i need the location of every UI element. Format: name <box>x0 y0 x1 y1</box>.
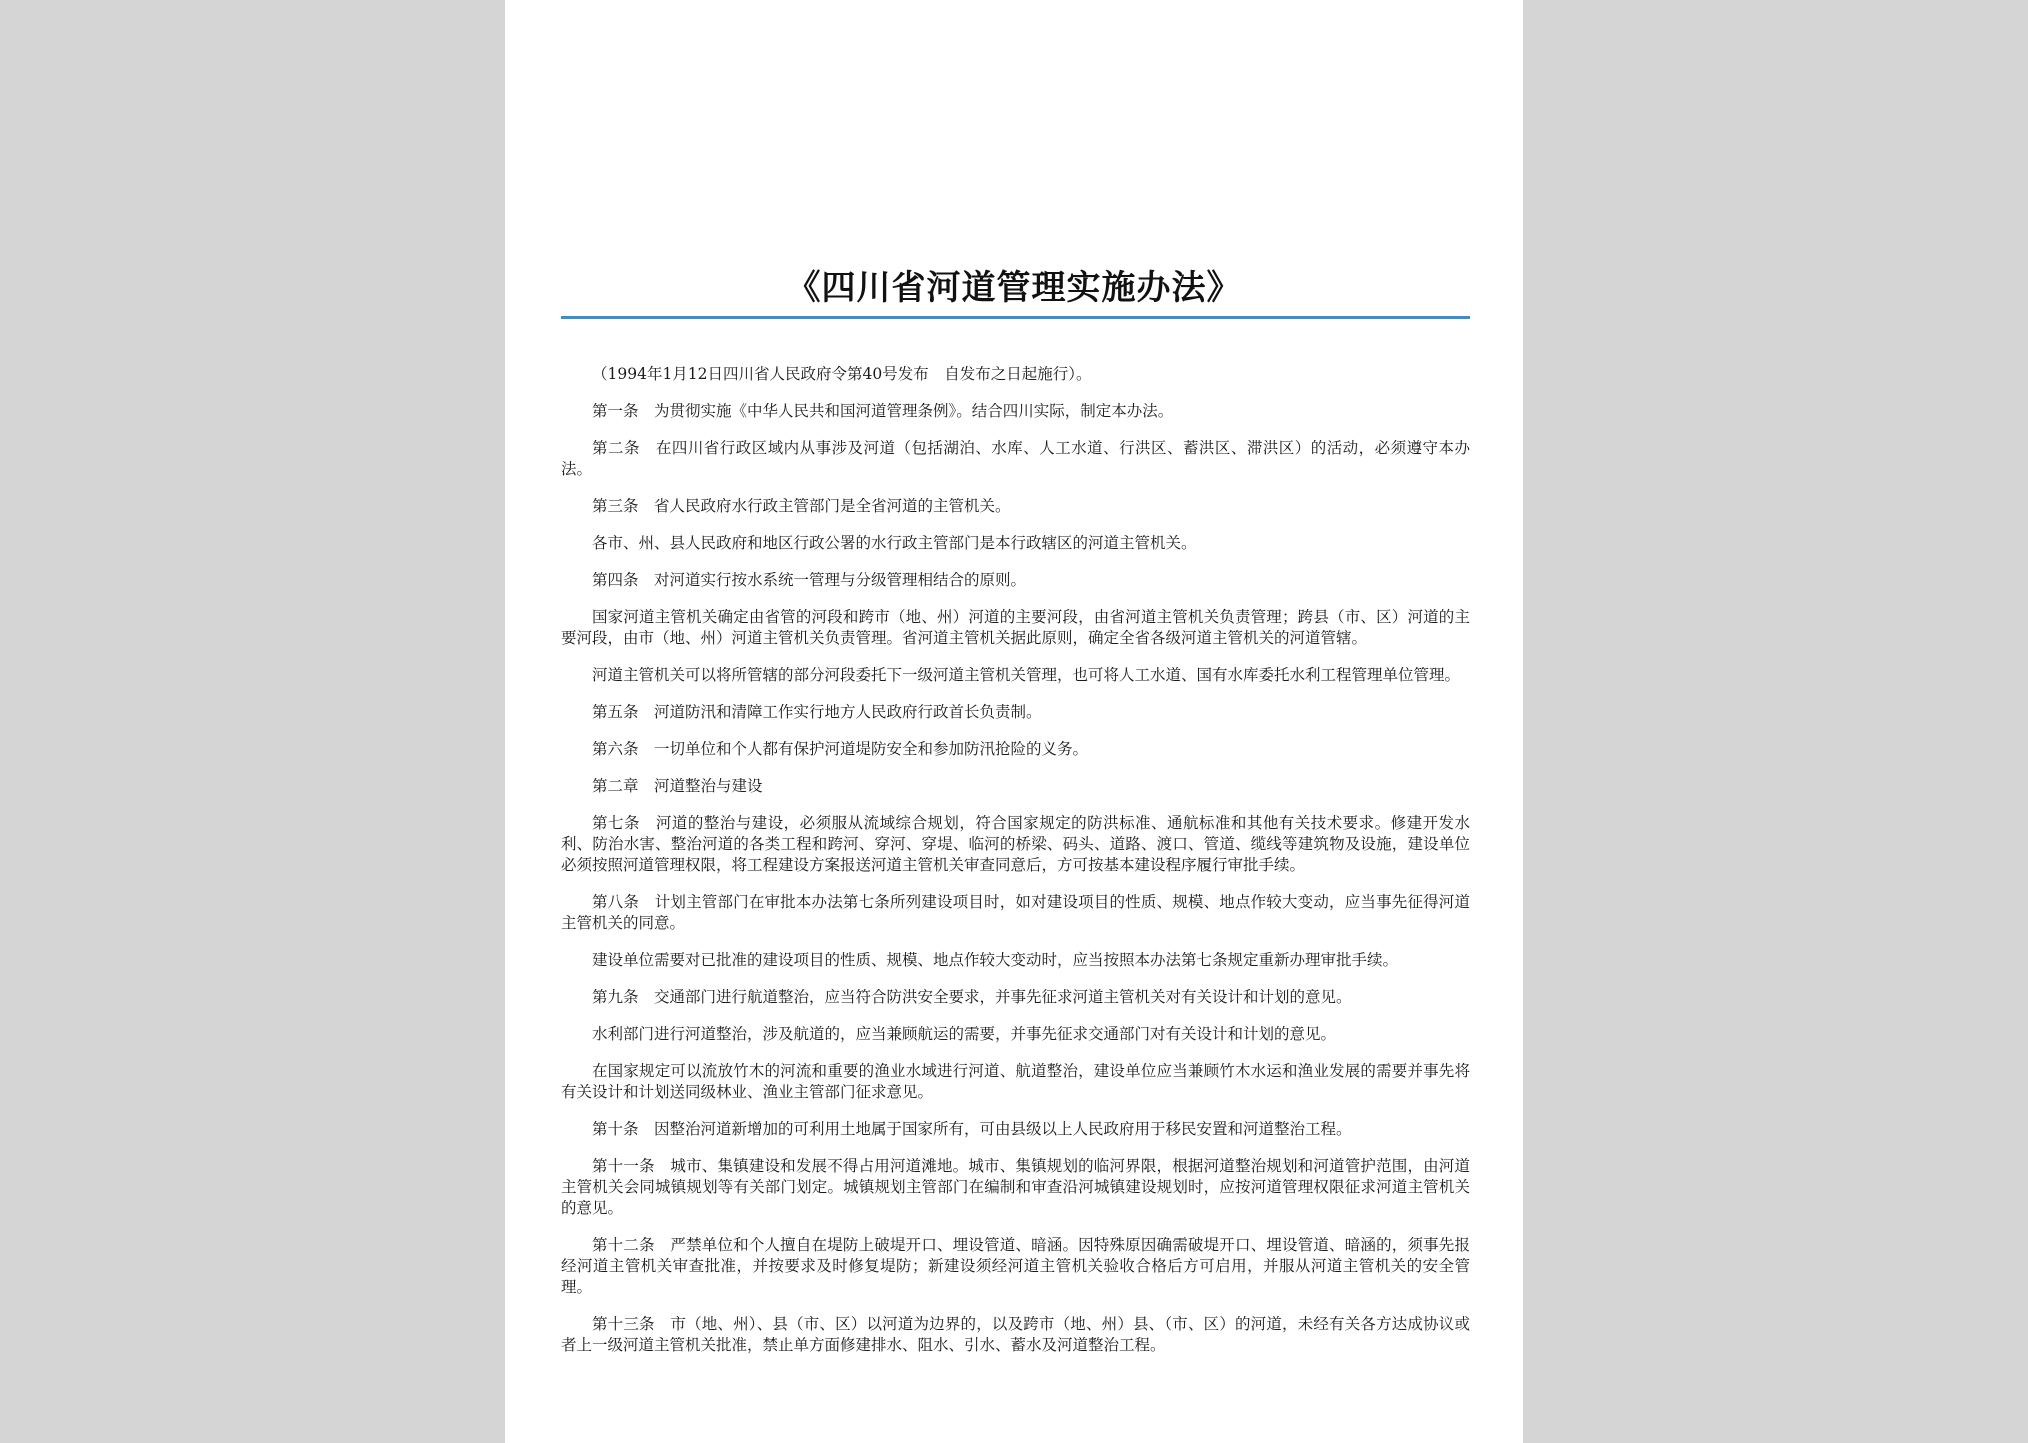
document-paragraph: 在国家规定可以流放竹木的河流和重要的渔业水域进行河道、航道整治，建设单位应当兼顾竹木水运和渔业发展的需要并事先将有关设计和计划送同级林业、渔业主管部门征求意见。 <box>561 1062 1470 1101</box>
document-paragraph: 第十条 因整治河道新增加的可利用土地属于国家所有，可由县级以上人民政府用于移民安置和河道整治工程。 <box>592 1120 1352 1138</box>
document-paragraph: 第四条 对河道实行按水系统一管理与分级管理相结合的原则。 <box>592 571 1027 589</box>
document-paragraph: 建设单位需要对已批准的建设项目的性质、规模、地点作较大变动时，应当按照本办法第七条规定重新办理审批手续。 <box>592 951 1399 969</box>
document-paragraph: 各市、州、县人民政府和地区行政公署的水行政主管部门是本行政辖区的河道主管机关。 <box>592 534 1197 552</box>
document-paragraph: 第二条 在四川省行政区域内从事涉及河道（包括湖泊、水库、人工水道、行洪区、蓄洪区、滞洪区）的活动，必须遵守本办法。 <box>561 439 1470 478</box>
document-paragraph: 第七条 河道的整治与建设，必须服从流域综合规划，符合国家规定的防洪标准、通航标准和其他有关技术要求。修建开发水利、防治水害、整治河道的各类工程和跨河、穿河、穿堤、临河的桥梁、码头、道路、渡口、管道、缆线等建筑物及设施，建设单位必须按照河道管理权限，将工程建设方案报送河道主管机关审查同意后，方可按基本建设程序履行审批手续。 <box>561 814 1470 874</box>
document-page <box>505 0 1523 1443</box>
document-paragraph: 第三条 省人民政府水行政主管部门是全省河道的主管机关。 <box>592 497 1011 515</box>
document-body <box>561 364 1470 1372</box>
document-paragraph: 第六条 一切单位和个人都有保护河道堤防安全和参加防汛抢险的义务。 <box>592 740 1089 758</box>
document-paragraph: 第十二条 严禁单位和个人擅自在堤防上破堤开口、埋设管道、暗涵。因特殊原因确需破堤开口、埋设管道、暗涵的，须事先报经河道主管机关审查批准，并按要求及时修复堤防；新建设须经河道主管机关验收合格后方可启用，并服从河道主管机关的安全管理。 <box>561 1236 1470 1296</box>
document-paragraph: 第五条 河道防汛和清障工作实行地方人民政府行政首长负责制。 <box>592 703 1042 721</box>
document-paragraph: 河道主管机关可以将所管辖的部分河段委托下一级河道主管机关管理，也可将人工水道、国有水库委托水利工程管理单位管理。 <box>592 666 1461 684</box>
document-paragraph: 第一条 为贯彻实施《中华人民共和国河道管理条例》。结合四川实际，制定本办法。 <box>592 402 1174 420</box>
document-paragraph: 第十一条 城市、集镇建设和发展不得占用河道滩地。城市、集镇规划的临河界限，根据河道整治规划和河道管护范围，由河道主管机关会同城镇规划等有关部门划定。城镇规划主管部门在编制和审查沿河城镇建设规划时，应按河道管理权限征求河道主管机关的意见。 <box>561 1157 1470 1217</box>
document-paragraph: 第十三条 市（地、州）、县（市、区）以河道为边界的，以及跨市（地、州）县、（市、区）的河道，未经有关各方达成协议或者上一级河道主管机关批准，禁止单方面修建排水、阻水、引水、蓄水及河道整治工程。 <box>561 1315 1470 1354</box>
document-paragraph: 第八条 计划主管部门在审批本办法第七条所列建设项目时，如对建设项目的性质、规模、地点作较大变动，应当事先征得河道主管机关的同意。 <box>561 893 1470 932</box>
document-paragraph: 国家河道主管机关确定由省管的河段和跨市（地、州）河道的主要河段，由省河道主管机关负责管理；跨县（市、区）河道的主要河段，由市（地、州）河道主管机关负责管理。省河道主管机关据此原则，确定全省各级河道主管机关的河道管辖。 <box>561 608 1470 647</box>
document-title: 《四川省河道管理实施办法》 <box>786 268 1242 308</box>
document-paragraph: 第二章 河道整治与建设 <box>592 777 763 795</box>
title-divider <box>561 316 1470 319</box>
document-paragraph: （1994年1月12日四川省人民政府令第40号发布 自发布之日起施行）。 <box>592 365 1092 383</box>
document-paragraph: 第九条 交通部门进行航道整治，应当符合防洪安全要求，并事先征求河道主管机关对有关设计和计划的意见。 <box>592 988 1352 1006</box>
document-paragraph: 水利部门进行河道整治，涉及航道的，应当兼顾航运的需要，并事先征求交通部门对有关设计和计划的意见。 <box>592 1025 1337 1043</box>
